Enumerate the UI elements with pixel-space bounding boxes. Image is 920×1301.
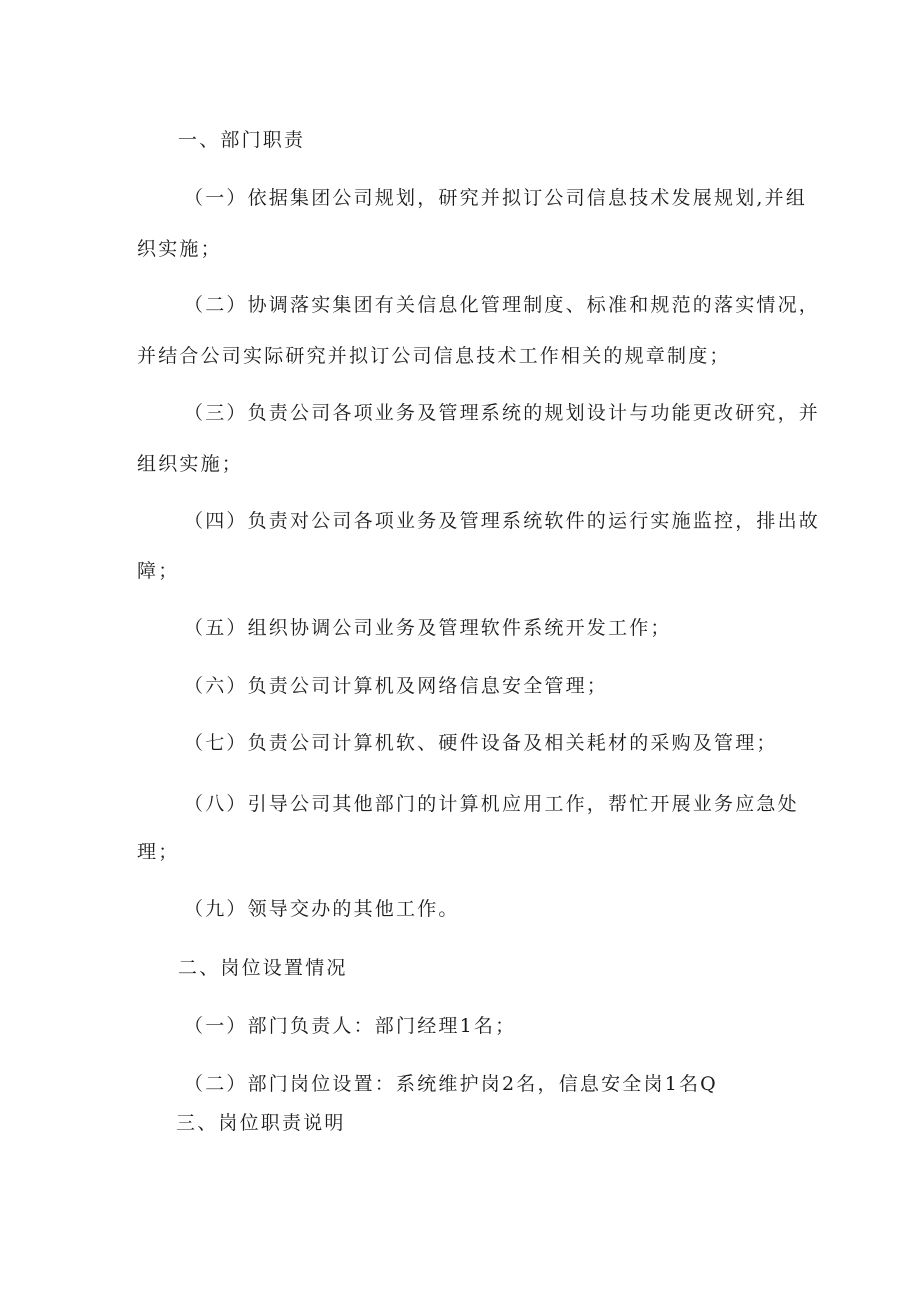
paragraph-line: （四）负责对公司各项业务及管理系统软件的运行实施监控，排出故 (184, 510, 821, 532)
section-1-item-5: （五）组织协调公司业务及管理软件系统开发工作； (184, 617, 672, 639)
section-2-heading: 二、岗位设置情况 (178, 957, 348, 979)
paragraph-continuation: 组织实施； (137, 453, 244, 475)
section-1-item-7: （七）负责公司计算机软、硬件设备及相关耗材的采购及管理； (184, 732, 778, 754)
section-3-heading: 三、岗位职责说明 (176, 1112, 346, 1134)
section-2-item-1: （一）部门负责人：部门经理1名； (184, 1015, 517, 1037)
section-1-item-9: （九）领导交办的其他工作。 (184, 898, 460, 920)
section-2-item-2: （二）部门岗位设置：系统维护岗2名，信息安全岗1名Q (184, 1073, 718, 1095)
paragraph-line: （八）引导公司其他部门的计算机应用工作，帮忙开展业务应急处 (184, 793, 799, 815)
section-1-heading: 一、部门职责 (178, 129, 306, 151)
section-1-item-6: （六）负责公司计算机及网络信息安全管理； (184, 675, 609, 697)
paragraph-continuation: 并结合公司实际研究并拟订公司信息技术工作相关的规章制度； (137, 345, 731, 367)
paragraph-line: （二）协调落实集团有关信息化管理制度、标准和规范的落实情况， (184, 294, 821, 316)
paragraph-continuation: 障； (137, 560, 180, 582)
paragraph-line: （一）依据集团公司规划，研究并拟订公司信息技术发展规划,并组 (184, 187, 808, 209)
paragraph-continuation: 织实施； (137, 238, 222, 260)
paragraph-line: （三）负责公司各项业务及管理系统的规划设计与功能更改研究，并 (184, 402, 821, 424)
paragraph-continuation: 理； (137, 841, 180, 863)
